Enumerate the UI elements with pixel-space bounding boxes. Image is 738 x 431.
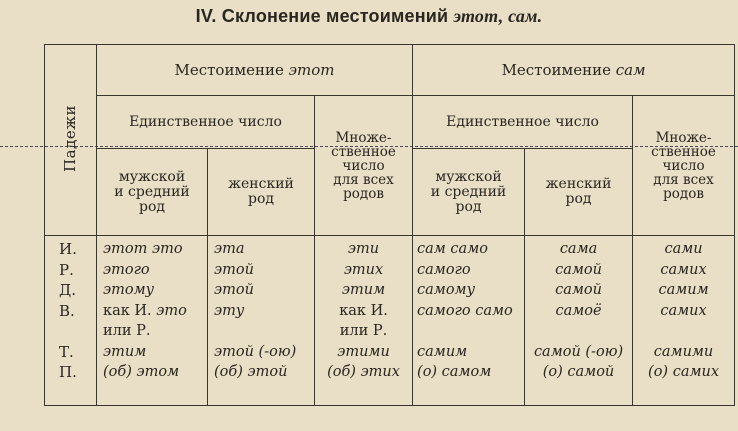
- form-cell: самими: [653, 343, 714, 360]
- sam-fem-header: женский род: [525, 149, 633, 236]
- form-cell: эта: [214, 241, 245, 257]
- case-letters: [45, 236, 97, 406]
- form-cell: этой: [214, 261, 254, 278]
- case-label: Р.: [59, 260, 74, 279]
- form-cell: (о) самих: [648, 364, 720, 380]
- form-cell: как И. это: [103, 302, 187, 319]
- title-words: этот, сам.: [453, 6, 543, 26]
- form-cell: самоё: [555, 302, 602, 319]
- title-text: IV. Склонение местоимений: [195, 6, 454, 26]
- etot-plural-header: Множе- ственное число для всех родов: [315, 96, 413, 236]
- form-cell: этим: [103, 343, 147, 360]
- form-cell: самой: [555, 261, 602, 278]
- form-cell: сама: [559, 241, 598, 257]
- form-cell: самих: [660, 302, 707, 319]
- form-cell: эти: [347, 241, 380, 257]
- cases-header: Падежи: [45, 45, 97, 236]
- form-cell: самого само: [417, 302, 513, 319]
- sam-masc-header: мужской и средний род: [413, 149, 525, 236]
- case-label: И.: [59, 240, 77, 258]
- form-cell: этой: [214, 282, 254, 298]
- form-cell: [417, 321, 524, 342]
- case-label: П.: [59, 363, 77, 381]
- form-cell: сам само: [417, 241, 488, 257]
- form-cell: [531, 321, 632, 342]
- form-cell: [214, 321, 314, 342]
- case-label: Т.: [59, 342, 74, 361]
- form-cell: (о) самом: [417, 364, 492, 380]
- case-label: [59, 321, 96, 342]
- form-cell: (об) этих: [327, 364, 400, 380]
- form-cell: самому: [417, 282, 475, 298]
- form-cell: этих: [343, 261, 384, 278]
- form-cell: этому: [103, 282, 155, 298]
- form-cell: этой (-ою): [214, 343, 297, 360]
- form-cell: самой (-ою): [533, 343, 624, 360]
- form-cell: самой: [555, 282, 602, 298]
- sam-header: Местоимение сам: [413, 45, 735, 96]
- sam-plural-header: Множе- ственное число для всех родов: [633, 96, 735, 236]
- sam-fem-column: [525, 236, 633, 406]
- form-cell: (об) этой: [214, 364, 288, 380]
- page-title: [0, 6, 738, 27]
- etot-masc-column: [97, 236, 208, 406]
- form-cell: этими: [337, 343, 390, 360]
- form-cell: (об) этом: [103, 364, 180, 380]
- sam-plural-column: [633, 236, 735, 406]
- form-cell: самим: [658, 282, 709, 298]
- form-cell: сами: [664, 241, 703, 257]
- form-cell: этим: [341, 282, 386, 298]
- case-label: В.: [59, 301, 75, 320]
- form-cell: этого: [103, 261, 150, 278]
- etot-masc-header: мужской и средний род: [97, 149, 208, 236]
- etot-fem-column: [208, 236, 315, 406]
- form-cell: эту: [214, 302, 245, 319]
- form-cell: самих: [660, 261, 707, 278]
- form-cell: самого: [417, 261, 471, 278]
- etot-plural-column: [315, 236, 413, 406]
- sam-masc-column: [413, 236, 525, 406]
- declension-table: [44, 44, 735, 406]
- form-cell: или Р.: [339, 323, 388, 339]
- form-cell: или Р.: [103, 323, 151, 339]
- etot-singular-header: Единственное число: [97, 96, 315, 149]
- form-cell: как И.: [339, 302, 388, 319]
- etot-header: Местоимение этот: [97, 45, 413, 96]
- form-cell: (о) самой: [542, 364, 615, 380]
- form-cell: этот это: [103, 241, 183, 257]
- sam-singular-header: Единственное число: [413, 96, 633, 149]
- form-cell: самим: [417, 343, 468, 360]
- etot-fem-header: женский род: [208, 149, 315, 236]
- form-cell: [639, 321, 734, 342]
- case-label: Д.: [59, 281, 76, 299]
